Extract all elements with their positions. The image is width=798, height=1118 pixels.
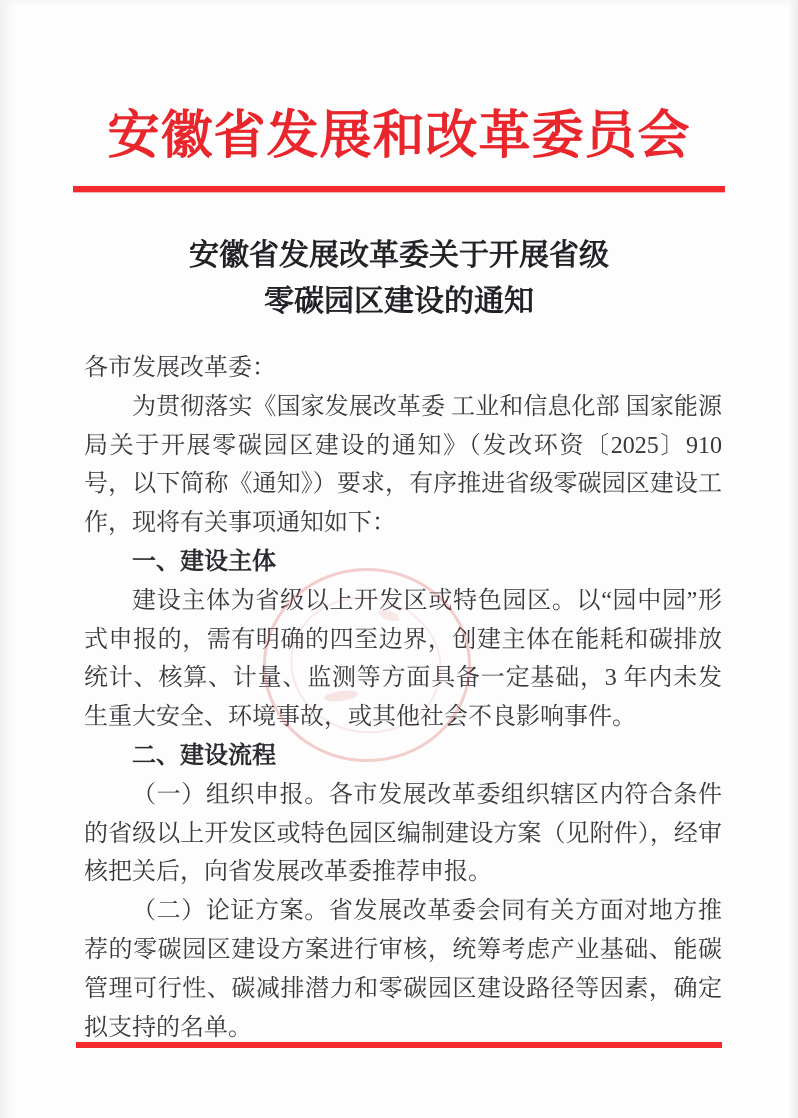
document-body — [84, 349, 722, 1047]
salutation: 各市发展改革委： — [84, 355, 276, 381]
document-title-line2: 零碳园区建设的通知 — [264, 285, 534, 318]
section-2-paragraph-2: （二）论证方案。省发展改革委会同有关方面对地方推荐的零碳园区建设方案进行审核，统筹考虑产业基础、能碳管理可行性、碳减排潜力和零碳园区建设路径等因素，确定拟支持的名单。 — [84, 898, 722, 1041]
section-2-paragraph-1: （一）组织申报。各市发展改革委组织辖区内符合条件的省级以上开发区或特色园区编制建设方案（见附件），经审核把关后，向省发展改革委推荐申报。 — [84, 781, 722, 886]
document-title-line1: 安徽省发展改革委关于开展省级 — [189, 239, 609, 272]
document-title — [0, 233, 798, 325]
section-1-paragraph: 建设主体为省级以上开发区或特色园区。以“园中园”形式申报的，需有明确的四至边界，创建主体在能耗和碳排放统计、核算、计量、监测等方面具备一定基础，3 年内未发生重大安全、环境事故，或其他社会不良影响事件。 — [84, 587, 722, 731]
bottom-red-rule — [76, 1042, 722, 1048]
letterhead-org-name: 安徽省发展和改革委员会 — [107, 108, 691, 165]
section-heading-1: 一、建设主体 — [132, 547, 276, 575]
letterhead-red-rule — [73, 186, 725, 192]
section-heading-2: 二、建设流程 — [132, 741, 276, 769]
intro-paragraph: 为贯彻落实《国家发展改革委 工业和信息化部 国家能源局关于开展零碳园区建设的通知》（发改环资〔2025〕910 号，以下简称《通知》）要求，有序推进省级零碳园区建设工作，现将有关事项通知如下： — [84, 393, 722, 537]
